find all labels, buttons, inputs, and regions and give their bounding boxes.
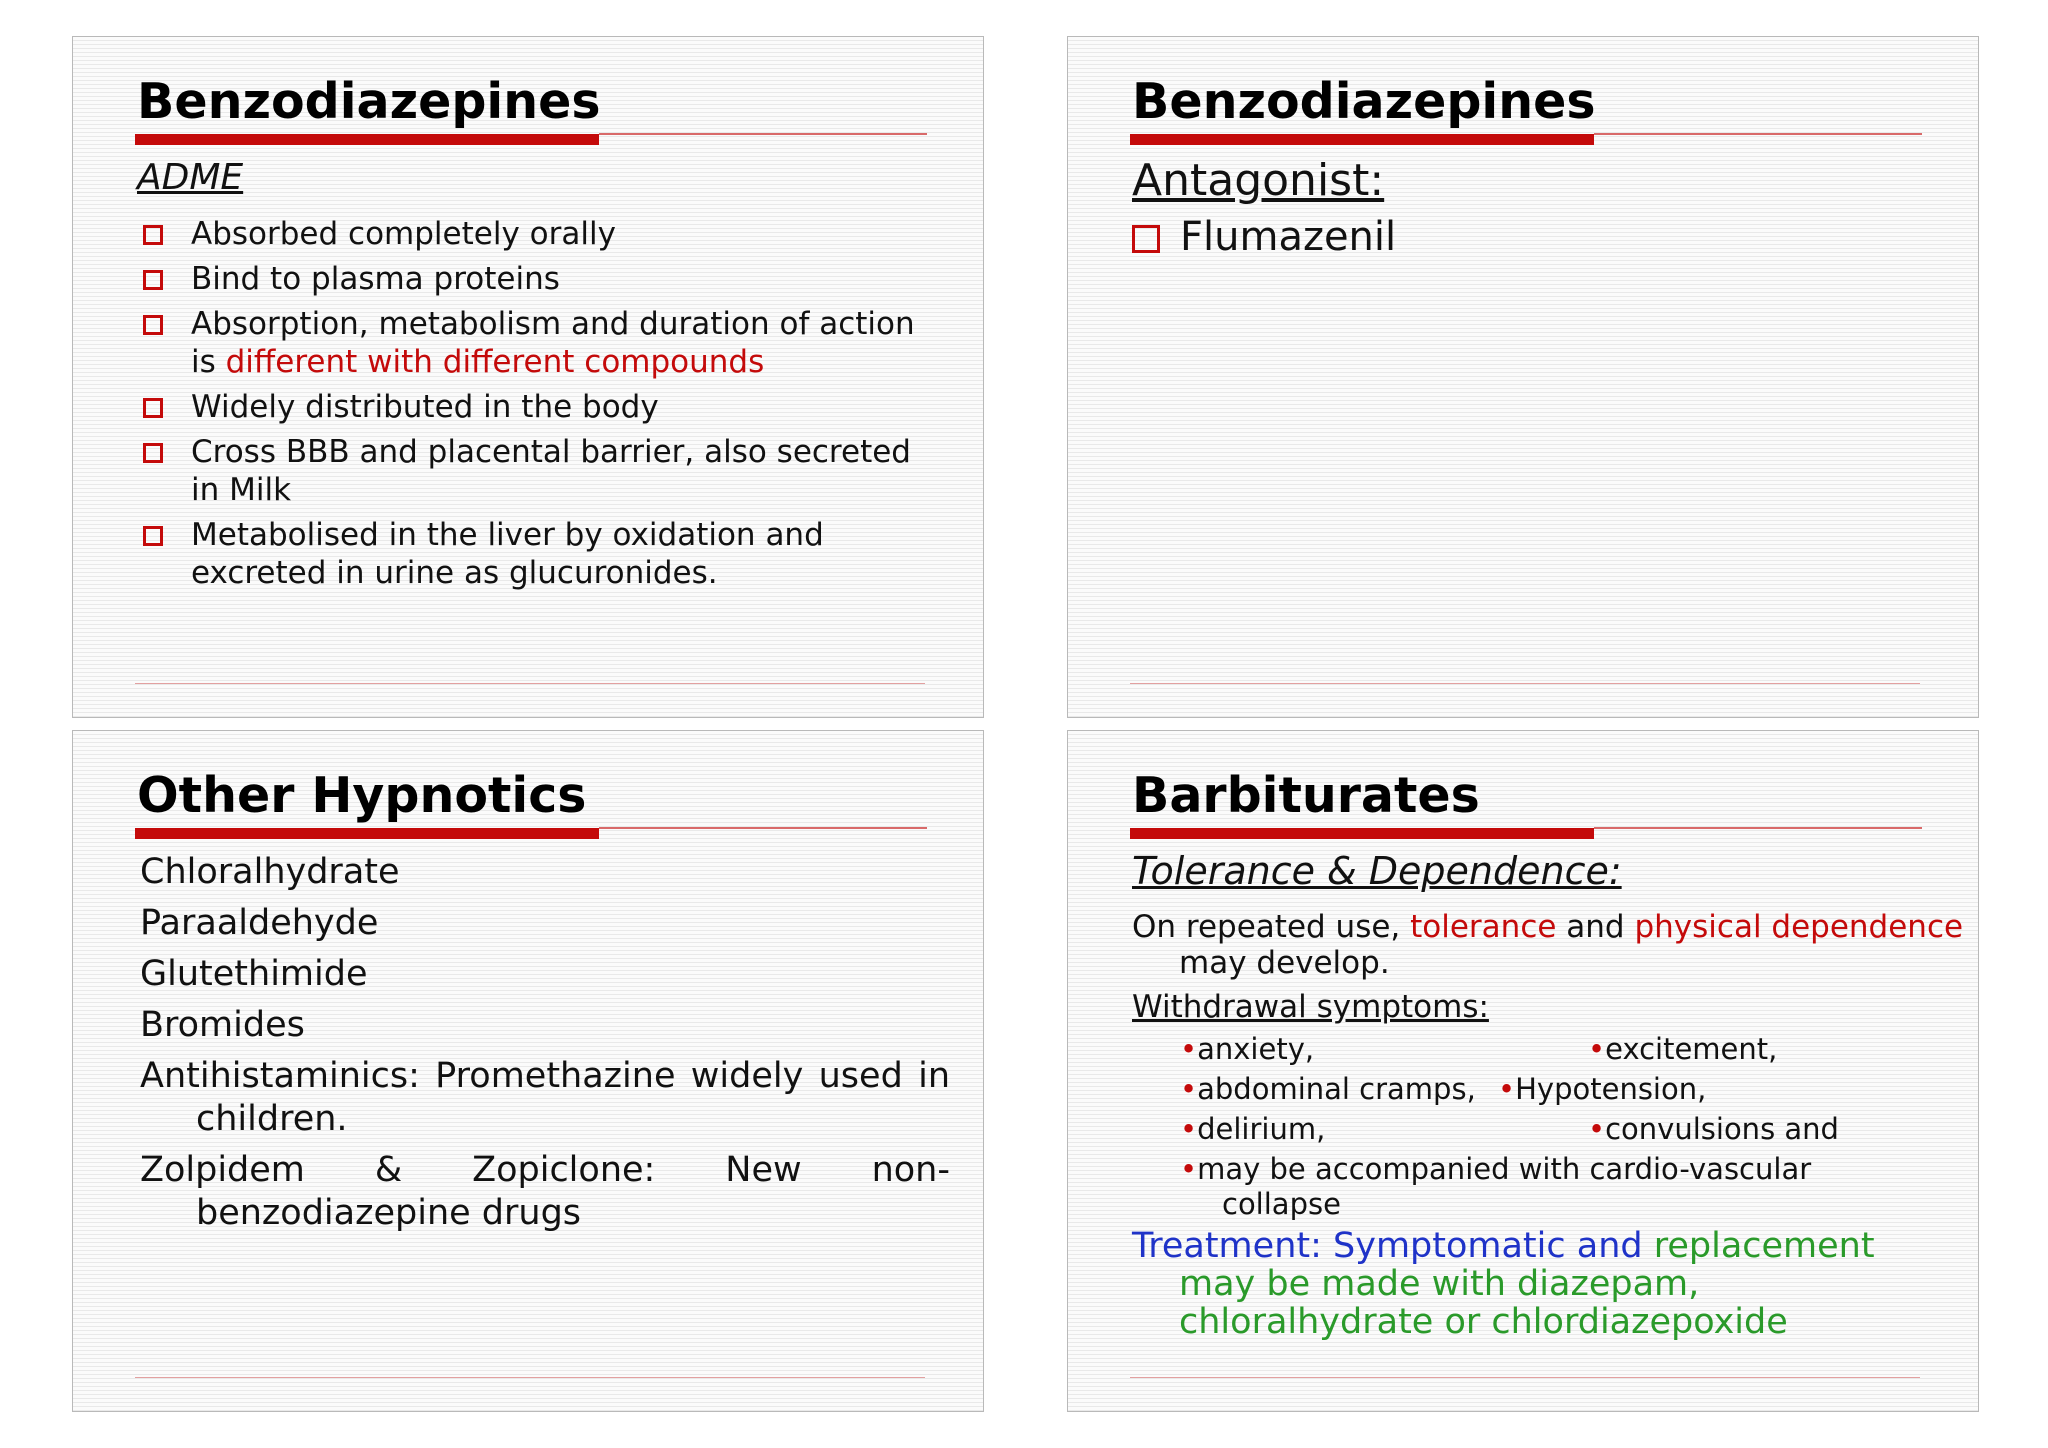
symptoms-row: [1180, 1029, 1940, 1069]
title-underline-thick: [135, 828, 599, 839]
withdrawal-heading: Withdrawal symptoms:: [1132, 989, 1489, 1025]
list-item: Antihistaminics: Promethazine widely used in children.: [140, 1056, 950, 1139]
slide-barbiturates: [1067, 730, 1979, 1412]
symptom-item: [1180, 1149, 1811, 1189]
bullet-list: [1132, 213, 1396, 261]
dot-icon: •: [1588, 1112, 1606, 1146]
tolerance-highlight: tolerance: [1410, 909, 1557, 945]
dot-icon: •: [1498, 1072, 1516, 1106]
symptoms-list: [1180, 1029, 1940, 1223]
bullet-text: Absorbed completely orally: [191, 216, 616, 252]
symptom-item: [1588, 1109, 1839, 1149]
symptoms-row: [1180, 1109, 1940, 1149]
bullet-item: [143, 215, 943, 253]
footer-rule: [1130, 683, 1920, 684]
slide-benzodiazepines-antagonist: [1067, 36, 1979, 718]
bullet-item: [143, 516, 943, 592]
bullet-item: [143, 260, 943, 298]
symptom-item: [1498, 1069, 1706, 1109]
treatment-text: chloralhydrate or chlordiazepoxide: [1179, 1302, 1788, 1342]
paragraph-text: On repeated use,: [1132, 909, 1411, 945]
footer-rule: [135, 1377, 925, 1378]
symptom-item: [1588, 1029, 1777, 1069]
bullet-text: Widely distributed in the body: [191, 389, 659, 425]
treatment-text: replacement: [1653, 1226, 1875, 1266]
title-underline-thick: [135, 134, 599, 145]
slide-subtitle: Tolerance & Dependence:: [1132, 849, 1622, 893]
bullet-list: [143, 215, 943, 599]
hollow-square-icon: [143, 315, 163, 335]
title-underline-thick: [1130, 828, 1594, 839]
symptom-text: abdominal cramps,: [1197, 1072, 1476, 1106]
symptom-text-continued: collapse: [1222, 1187, 1341, 1221]
slide-other-hypnotics: [72, 730, 984, 1412]
bullet-text: Bind to plasma proteins: [191, 261, 560, 297]
paragraph-text: may develop.: [1179, 945, 1390, 981]
symptom-item: [1180, 1109, 1325, 1149]
hollow-square-icon: [1132, 225, 1160, 253]
slide-title: Other Hypnotics: [137, 767, 587, 824]
list-item: Zolpidem & Zopiclone: New non-benzodiazepine drugs: [140, 1150, 950, 1233]
title-underline-thin: [1594, 133, 1922, 135]
dot-icon: •: [1180, 1032, 1198, 1066]
footer-rule: [135, 683, 925, 684]
hollow-square-icon: [143, 225, 163, 245]
list-item: Glutethimide: [140, 954, 368, 994]
hollow-square-icon: [143, 526, 163, 546]
symptoms-row: [1180, 1149, 1940, 1189]
bullet-item: [143, 305, 943, 381]
symptom-text: anxiety,: [1197, 1032, 1315, 1066]
symptom-item: [1180, 1069, 1476, 1109]
bullet-text: Cross BBB and placental barrier, also secreted in Milk: [191, 434, 911, 508]
dot-icon: •: [1180, 1112, 1198, 1146]
treatment-paragraph: [1132, 1227, 1952, 1341]
symptom-text: Hypotension,: [1515, 1072, 1707, 1106]
treatment-line: [1132, 1227, 1952, 1265]
symptom-text: convulsions and: [1605, 1112, 1839, 1146]
bullet-text: Metabolised in the liver by oxidation and excreted in urine as glucuronides.: [191, 517, 824, 591]
bullet-item: [143, 388, 943, 426]
slide-title: Benzodiazepines: [137, 73, 601, 130]
dependence-paragraph: [1132, 909, 1999, 981]
slide-title: Barbiturates: [1132, 767, 1480, 824]
symptom-text: delirium,: [1197, 1112, 1326, 1146]
dot-icon: •: [1180, 1152, 1198, 1186]
title-underline-thin: [1594, 827, 1922, 829]
hollow-square-icon: [143, 270, 163, 290]
title-underline-thin: [599, 827, 927, 829]
bullet-highlight: different with different compounds: [225, 344, 765, 380]
hollow-square-icon: [143, 443, 163, 463]
dot-icon: •: [1588, 1032, 1606, 1066]
symptom-text: excitement,: [1605, 1032, 1778, 1066]
title-underline-thick: [1130, 134, 1594, 145]
dot-icon: •: [1180, 1072, 1198, 1106]
slide-subtitle: Antagonist:: [1132, 155, 1385, 206]
physical-dependence-highlight: physical dependence: [1634, 909, 1964, 945]
treatment-text: may be made with diazepam,: [1179, 1264, 1700, 1304]
list-item: Paraaldehyde: [140, 903, 379, 943]
bullet-text: Flumazenil: [1180, 214, 1397, 260]
list-item: Chloralhydrate: [140, 852, 400, 892]
symptom-item: [1180, 1029, 1314, 1069]
slide-benzodiazepines-adme: [72, 36, 984, 718]
symptoms-row: [1180, 1069, 1940, 1109]
symptom-text: may be accompanied with cardio-vascular: [1197, 1152, 1812, 1186]
paragraph-text: and: [1556, 909, 1635, 945]
list-item: Bromides: [140, 1005, 305, 1045]
bullet-item: [1132, 213, 1396, 261]
bullet-text: Absorption, metabolism and duration of action is: [191, 306, 915, 380]
treatment-label: Treatment: Symptomatic and: [1132, 1226, 1654, 1266]
bullet-item: [143, 433, 943, 509]
symptoms-row: [1180, 1189, 1940, 1223]
title-underline-thin: [599, 133, 927, 135]
hypnotics-list: [140, 851, 950, 1243]
hollow-square-icon: [143, 398, 163, 418]
slide-subtitle: ADME: [137, 157, 244, 198]
footer-rule: [1130, 1377, 1920, 1378]
slide-title: Benzodiazepines: [1132, 73, 1596, 130]
